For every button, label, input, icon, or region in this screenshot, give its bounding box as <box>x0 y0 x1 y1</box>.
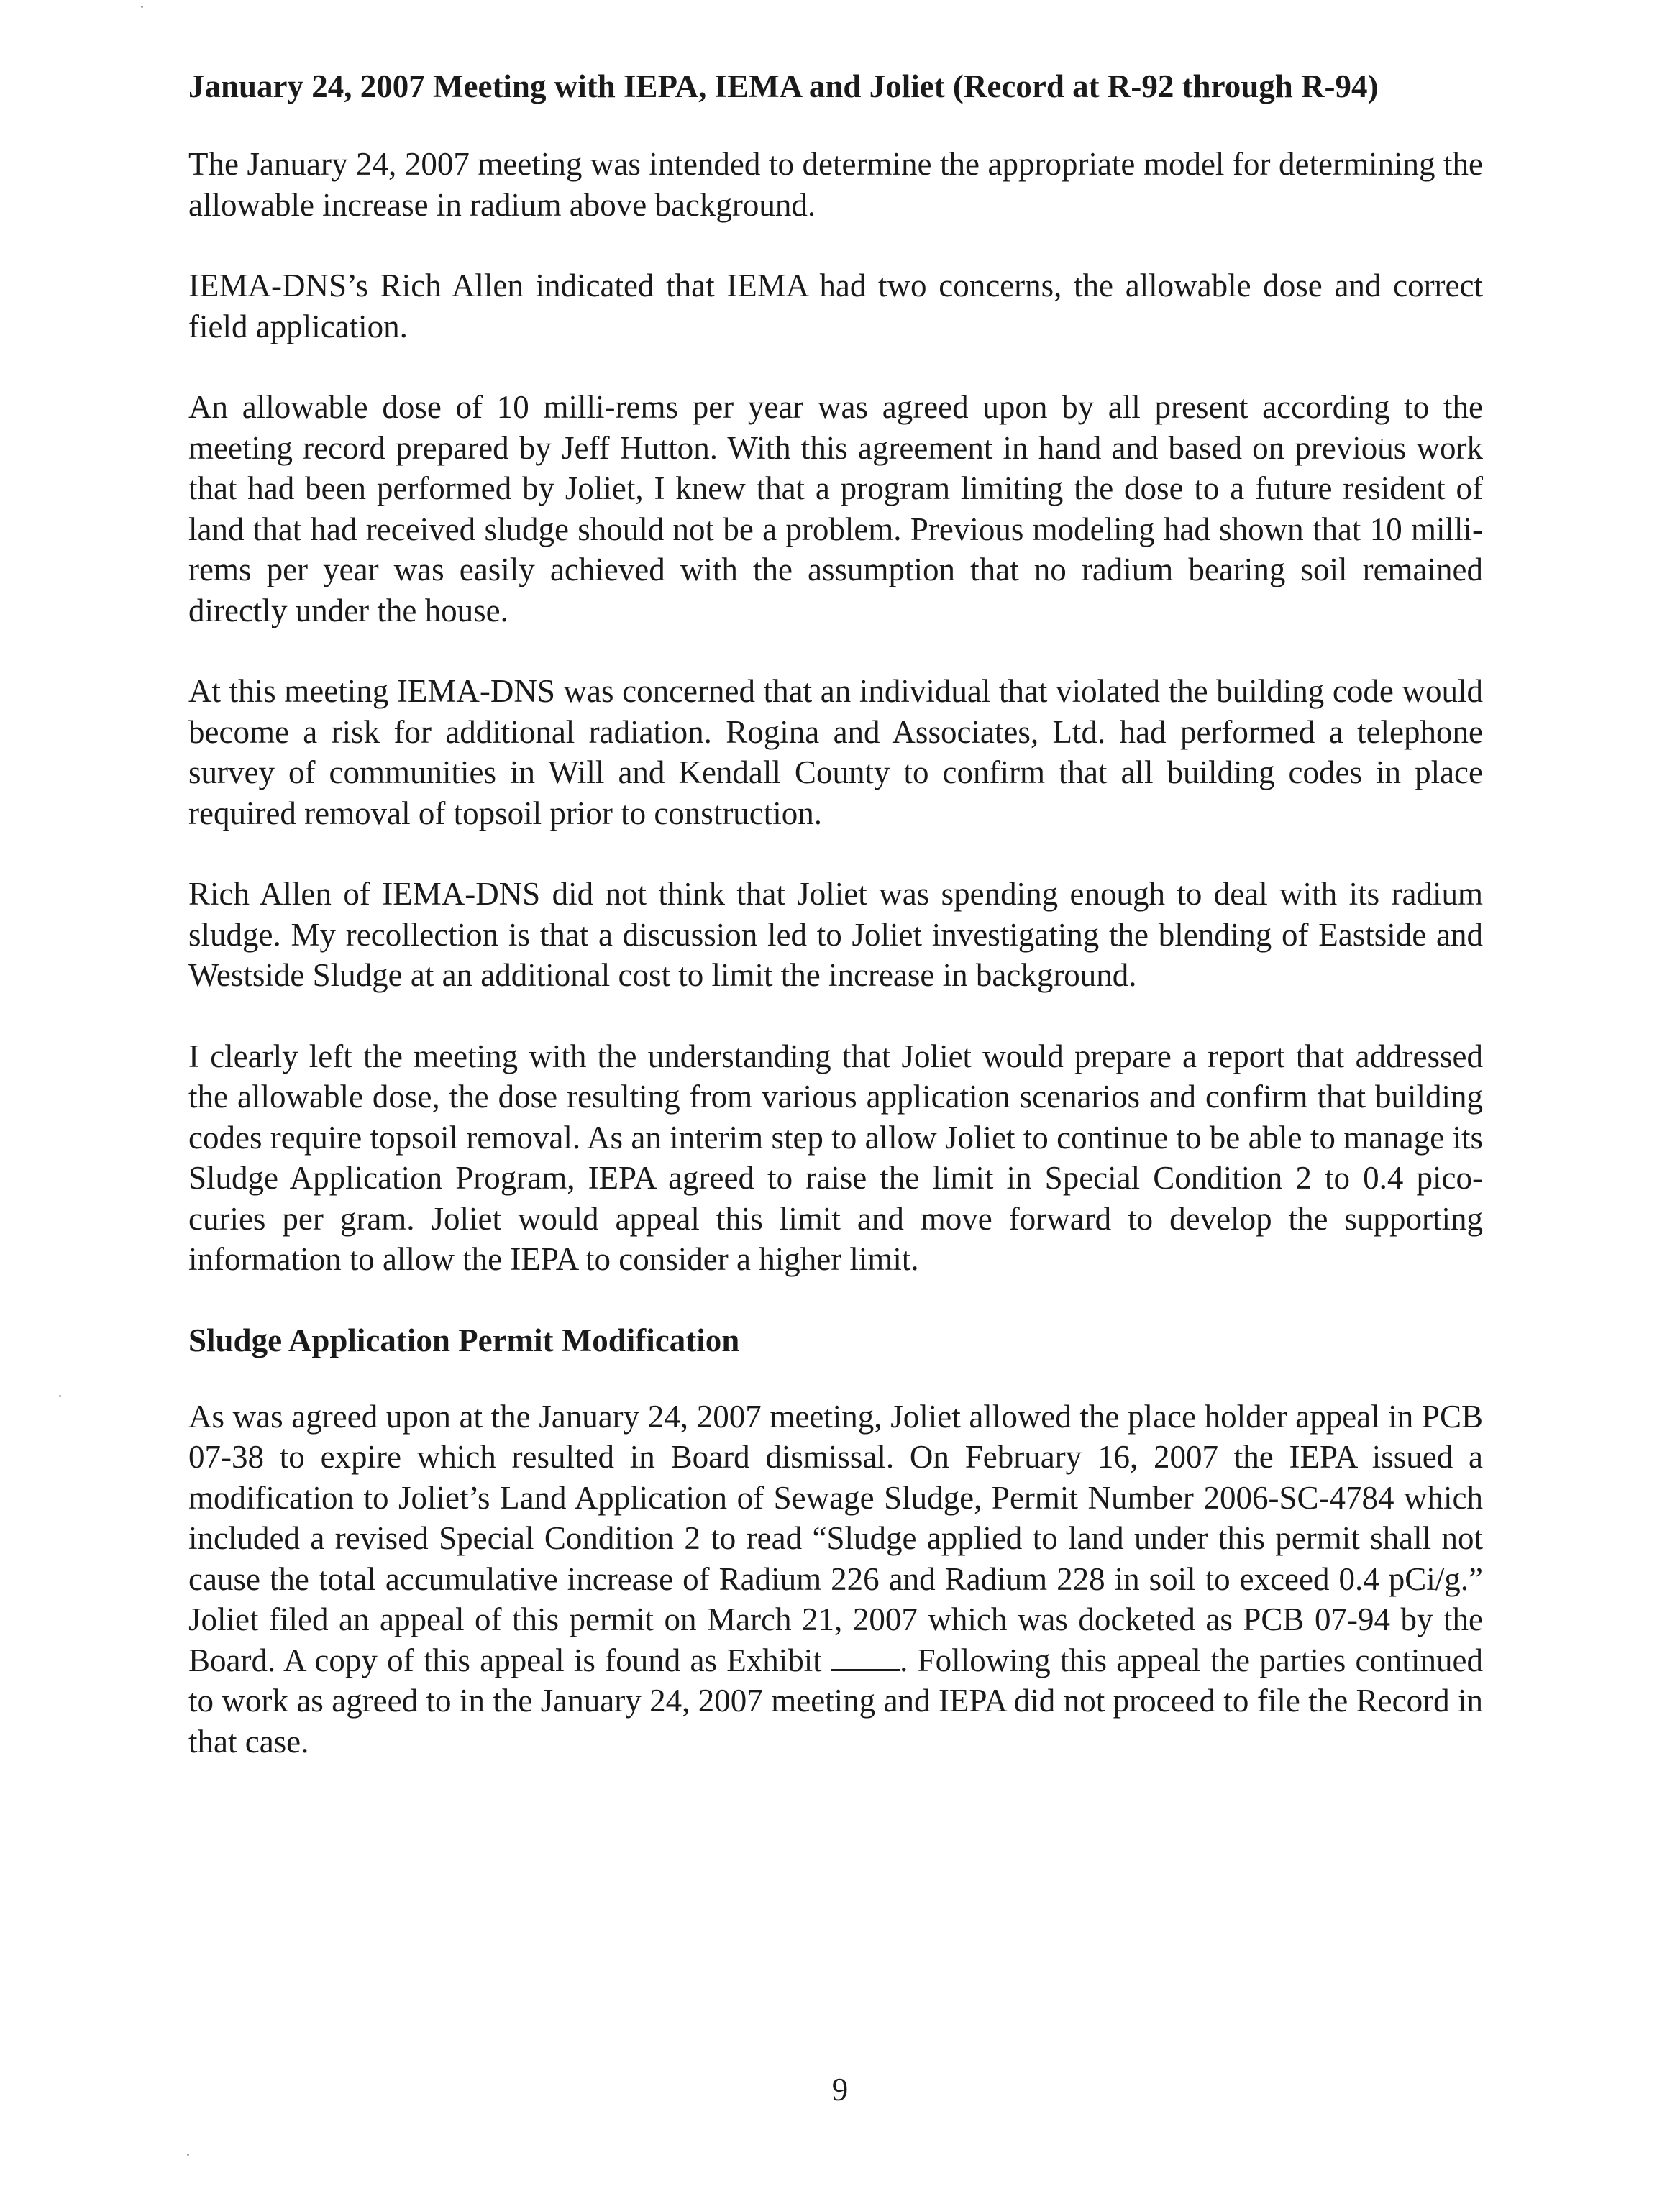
paragraph-building-code: At this meeting IEMA-DNS was concerned that an individual that violated the building code would become a risk for additional radiation. Rogina and Associates, Ltd. had performed a telephone survey of communities in Will and Kendall County to confirm that all building codes in place required removal of topsoil prior to construction. <box>188 673 1483 831</box>
permit-text-before-blank: As was agreed upon at the January 24, 2007 meeting, Joliet allowed the place holder appeal in PCB 07-38 to expire which resulted in Board dismissal. On February 16, 2007 the IEPA issued a modification to Joliet’s Land Application of Sewage Sludge, Permit Number 2006-SC-4784 which included a revised Special Condition 2 to read “Sludge applied to land under this permit shall not cause the total accumulative increase of Radium 226 and Radium 228 in soil to exceed 0.4 pCi/g.” Joliet filed an appeal of this permit on March 21, 2007 which was docketed as PCB 07-94 by the Board. A copy of this appeal is found as Exhibit <box>188 1398 1483 1678</box>
paragraph-permit-modification <box>188 1396 1483 1762</box>
scan-speck <box>141 6 143 8</box>
paragraph-iema-concerns: IEMA-DNS’s Rich Allen indicated that IEMA had two concerns, the allowable dose and correct field application. <box>188 267 1483 344</box>
paragraph-interim-step: I clearly left the meeting with the understanding that Joliet would prepare a report that addressed the allowable dose, the dose resulting from various application scenarios and confirm that building codes require topsoil removal. As an interim step to allow Joliet to continue to be able to manage its Sludge Application Program, IEPA agreed to raise the limit in Special Condition 2 to 0.4 pico-curies per gram. Joliet would appeal this limit and move forward to develop the supporting information to allow the IEPA to consider a higher limit. <box>188 1038 1483 1277</box>
exhibit-blank-line <box>831 1668 900 1671</box>
paragraph-allowable-dose: An allowable dose of 10 milli-rems per year was agreed upon by all present according to the meeting record prepared by Jeff Hutton. With this agreement in hand and based on previous work that had been performed by Joliet, I knew that a program limiting the dose to a future resident of land that had received sludge should not be a problem. Previous modeling had shown that 10 milli-rems per year was easily achieved with the assumption that no radium bearing soil remained directly under the house. <box>188 389 1483 628</box>
subsection-heading: Sludge Application Permit Modification <box>188 1322 740 1358</box>
permit-text-after-blank: . Following this appeal the parties continued to work as agreed to in the January 24, 2007 meeting and IEPA did not proceed to file the Record in that case. <box>188 1642 1483 1760</box>
scan-speck <box>59 1395 61 1397</box>
paragraph-meeting-purpose: The January 24, 2007 meeting was intended to determine the appropriate model for determining the allowable increase in radium above background. <box>188 146 1483 223</box>
document-body <box>188 66 1483 1802</box>
paragraph-radium-sludge: Rich Allen of IEMA-DNS did not think that Joliet was spending enough to deal with its radium sludge. My recollection is that a discussion led to Joliet investigating the blending of Eastside and Westside Sludge at an additional cost to limit the increase in background. <box>188 876 1483 993</box>
page-number: 9 <box>831 2072 849 2108</box>
scan-speck <box>187 2154 189 2156</box>
section-heading: January 24, 2007 Meeting with IEPA, IEMA and Joliet (Record at R-92 through R-94) <box>188 68 1379 104</box>
